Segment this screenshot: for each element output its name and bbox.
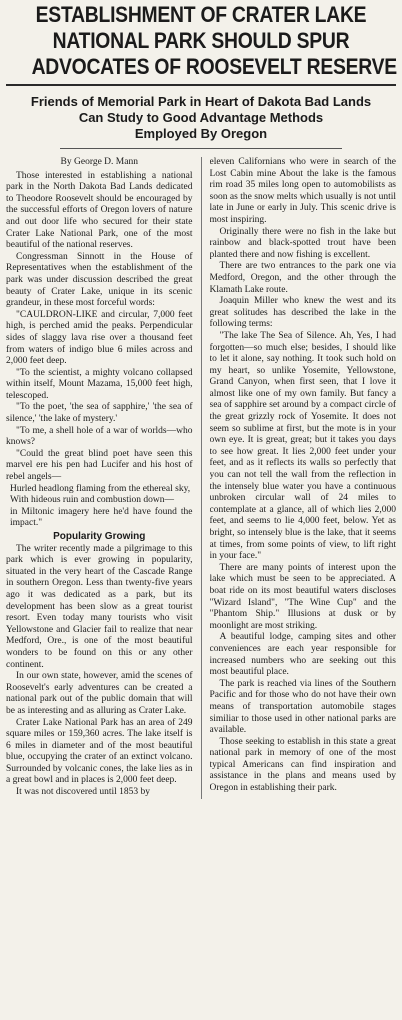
paragraph: Joaquin Miller who knew the west and its great solitudes has described the lake in the following terms:	[209, 296, 396, 330]
paragraph: "The lake The Sea of Silence. Ah, Yes, I had forgotten—so much else; besides, I should like to let it alone, say nothing. It took such hold on my heart, so unlike Yosemite, Yellowstone, Grand Canyon, when first seen, that I love it almost like one of my own family. But fancy a sea of sapphire set around by a compact circle of the great grizzly rock of Yosemite. It does not seem so sublime at first, but the mote is in your own eye. It is great, great; but it takes you days to see how great. It lies 2,000 feet under your feet, and as it reflects its walls so perfectly that you can not tell the wall from the reflection in the intensely blue water you have a continuous unbroken circular wall of 24 miles to contemplate at a glance, all of which lies 2,000 feet, and seems to lie 4,000 feet, below. Yet as bright, so intensely blue is the lake, that it seems at times, from some points of view, to lift right in your face."	[209, 330, 396, 562]
paragraph: In our own state, however, amid the scenes of Roosevelt's early adventures can be created a national park out of the public domain that will be as interesting and as alluring as Crater Lake.	[6, 671, 193, 716]
article-body	[6, 157, 396, 799]
paragraph: There are two entrances to the park one via Medford, Oregon, and the other through the Klamath Lake route.	[209, 261, 396, 295]
subhead	[10, 94, 392, 142]
paragraph: "To the scientist, a mighty volcano collapsed within itself, Mount Mazama, 15,000 feet high, telescoped.	[6, 367, 193, 401]
paragraph: Those interested in establishing a national park in the North Dakota Bad Lands dedicated to Theodore Roosevelt should be encouraged by the successful efforts of Oregon lovers of nature and out door life who secured for their state Crater Lake National Park, one of the most beautiful of the national reserves.	[6, 170, 193, 251]
right-column	[210, 157, 397, 799]
section-heading: Popularity Growing	[53, 531, 146, 542]
headline-rule	[6, 84, 396, 86]
paragraph: "To me, a shell hole of a war of worlds—who knows?	[6, 425, 193, 448]
paragraph: It was not discovered until 1853 by	[16, 787, 151, 798]
headline-line-3: ADVOCATES OF ROOSEVELT RESERVE	[31, 54, 397, 79]
headline-line-2: NATIONAL PARK SHOULD SPUR	[52, 28, 350, 53]
headline-line-1: ESTABLISHMENT OF CRATER LAKE	[35, 2, 367, 27]
subhead-rule	[60, 148, 342, 149]
quotation	[6, 310, 193, 484]
byline: By George D. Mann	[60, 157, 138, 167]
left-column	[6, 157, 193, 799]
paragraph: Crater Lake National Park has an area of 249 square miles or 159,360 acres. The lake itself is 6 miles in diameter and of the most beautiful blue, occupying the crater of an extinct volcano. Surrounded by volcanic cones, the lake lies as in a great bowl and in places is 2,000 feet deep.	[6, 717, 193, 786]
column-divider	[201, 157, 202, 799]
paragraph: eleven Californians who were in search of the Lost Cabin mine About the lake is the famous rim road 35 miles long open to automobilists as soon as the snow melts which usually is not until late in June or early in July. This scenic drive is most inspiring.	[209, 157, 396, 225]
paragraph: There are many points of interest upon the lake which must be seen to be appreciated. A boat ride on its most beautiful waters discloses "Wizard Island", "The Wine Cup" and the "Phantom Ship." Illusions at dusk or by moonlight are most striking.	[209, 562, 396, 631]
paragraph: "To the poet, 'the sea of sapphire,' 'the sea of silence,' 'the lake of mystery.'	[6, 402, 193, 425]
subhead-line-1: Friends of Memorial Park in Heart of Dakota Bad Lands	[30, 94, 372, 109]
subhead-line-2: Can Study to Good Advantage Methods	[78, 110, 324, 125]
paragraph: Congressman Sinnott in the House of Representatives when the establishment of the park was under discussion described the great beauty of Crater Lake, unique in its scenic grandeur, in these most forceful words:	[6, 251, 193, 309]
paragraph: Those seeking to establish in this state a great national park in memory of one of the most typical Americans can find inspiration and assistance in the plans and means used by Oregon in establishing their park.	[209, 736, 396, 794]
paragraph: Originally there were no fish in the lake but rainbow and black-spotted trout have been planted there and now fishing is excellent.	[209, 226, 396, 260]
headline	[28, 0, 397, 80]
poem-line: Hurled headlong flaming from the ethereal sky,	[10, 483, 191, 494]
subhead-line-3: Employed By Oregon	[134, 126, 268, 141]
paragraph: The writer recently made a pilgrimage to this park which is ever growing in popularity, situated in the very heart of the Cascade Range in southern Oregon. Less than twenty-five years ago it was dedicated as a park, but its development has been slow as a great tourist resort. Even today many tourists who visit Yellowstone and Glacier fail to realize that near Medford, Ore., is one of the most beautiful wonders to be found on this or any other continent.	[6, 543, 193, 670]
paragraph: "CAULDRON-LIKE and circular, 7,000 feet high, is perched amid the peaks. Perpendicular sides of slaggy lava rise over a thousand feet from waters of indigo blue 6 miles across and 2,000 feet deep.	[6, 309, 193, 367]
poem-line: With hideous ruin and combustion down—	[10, 495, 175, 506]
paragraph: The park is reached via lines of the Southern Pacific and for those who do not have their own means of transportation automobile stages similiar to those used in other national parks are available.	[209, 678, 396, 736]
poem-line: in Miltonic imagery here he'd have found the impact."	[10, 506, 193, 529]
poem-quote	[6, 484, 193, 530]
paragraph: A beautiful lodge, camping sites and other conveniences are each year responsible for increased numbers who are seeking out this most beautiful place.	[209, 632, 396, 678]
paragraph: "Could the great blind poet have seen this marvel ere his pen had Lucifer and his host of rebel angels—	[6, 448, 193, 483]
